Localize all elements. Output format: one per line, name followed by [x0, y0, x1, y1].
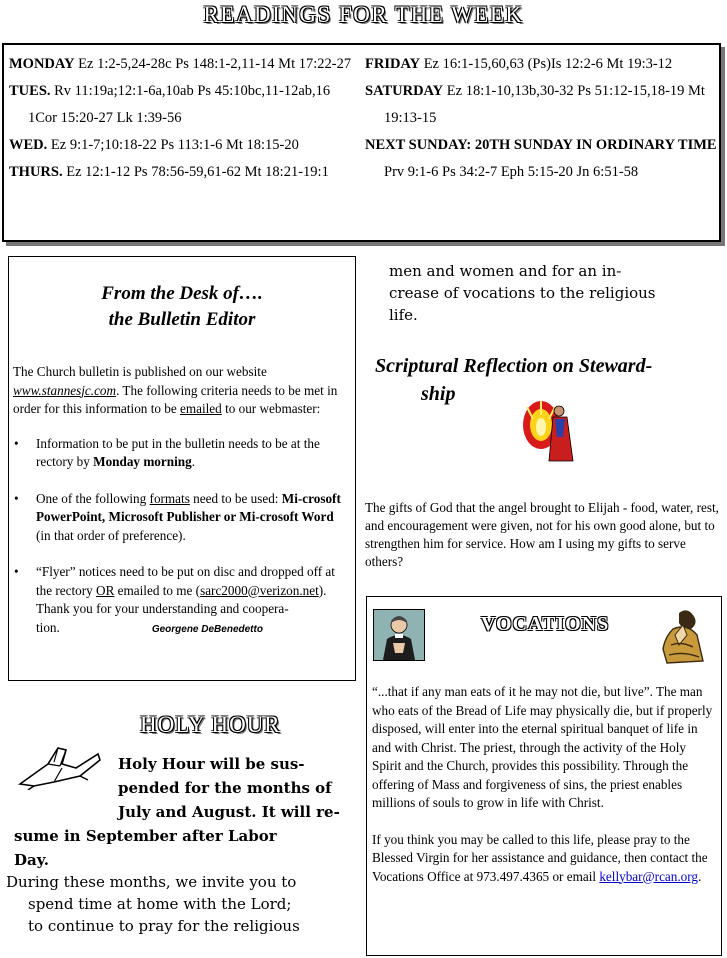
- vocations-box: [366, 596, 722, 956]
- holy-hour-continued: [389, 260, 709, 326]
- body-line: to continue to pray for the religious: [28, 917, 300, 935]
- readings-box: [2, 43, 721, 242]
- readings-left-column: [9, 51, 359, 186]
- reading-wednesday: [9, 132, 359, 159]
- reading-text: Ez 12:1-12 Ps 78:56-59,61-62 Mt 18:21-19:1: [62, 164, 329, 180]
- praying-figure-icon: [653, 605, 711, 665]
- holy-hour-notice: [14, 752, 348, 872]
- or-word: OR: [96, 582, 115, 598]
- intro-text: The Church bulletin is published on our website: [13, 364, 267, 379]
- reading-text: Ez 1:2-5,24-28c Ps 148:1-2,11-14 Mt 17:22-27: [74, 56, 352, 72]
- vocations-title: VOCATIONS: [481, 613, 610, 635]
- reading-text: Ez 9:1-7;10:18-22 Ps 113:1-6 Mt 18:15-20: [47, 137, 299, 153]
- angel-elijah-icon: [519, 397, 577, 463]
- reading-friday: [365, 51, 720, 78]
- continued-line: men and women and for an in-: [389, 262, 622, 280]
- intro-text: . The following criteria needs to be met in order for this information to be: [13, 382, 338, 416]
- continued-line: crease of vocations to the religious: [389, 284, 656, 302]
- list-item: [13, 563, 349, 639]
- reading-text: Ez 16:1-15,60,63 (Ps)Is 12:2-6 Mt 19:3-12: [420, 56, 673, 72]
- reading-saturday: [365, 78, 720, 132]
- deadline: Monday morning: [93, 454, 192, 469]
- editor-heading-line2: the Bulletin Editor: [108, 309, 256, 330]
- item-text: Information to be put in the bulletin needs to be at the rectory by: [36, 435, 320, 469]
- editor-criteria-list: [13, 435, 349, 640]
- item-text: need to be used:: [189, 490, 282, 506]
- reflection-body: The gifts of God that the angel brought to Elijah - food, water, rest, and encouragement were given, not for his own good alone, but to strengthen him for service. How am I using my gifts to serve others?: [365, 500, 719, 569]
- item-text: emailed to me (: [114, 582, 201, 598]
- notice-line: pended for the months of: [118, 779, 332, 797]
- continued-line: life.: [389, 306, 418, 324]
- reading-day: THURS.: [9, 164, 63, 180]
- notice-line: July and August. It will re-: [118, 803, 340, 821]
- list-item: [13, 435, 349, 472]
- item-text: .: [191, 454, 195, 469]
- reading-day: WED.: [9, 137, 48, 153]
- reading-tuesday: [9, 78, 359, 132]
- reading-thursday: [9, 159, 359, 186]
- software-list: Mi-crosoft PowerPoint, Microsoft Publisher or Mi-crosoft Word: [36, 490, 341, 524]
- editor-heading-line1: From the Desk of….: [101, 283, 263, 304]
- editor-email-link[interactable]: sarc2000@verizon.net: [200, 582, 319, 598]
- reading-day: MONDAY: [9, 56, 75, 72]
- vocations-body: [372, 683, 718, 886]
- item-text: (in that order of preference).: [36, 527, 186, 543]
- thanks-text: Thank you for your understanding and coopera-tion.: [36, 601, 289, 635]
- vocations-email-link[interactable]: kellybar@rcan.org: [599, 868, 699, 884]
- reading-text: Rv 11:19a;12:1-6a,10ab Ps 45:10bc,11-12ab,16 1Cor 15:20-27 Lk 1:39-56: [28, 83, 331, 126]
- editor-heading: [9, 281, 355, 333]
- intro-text: to our webmaster:: [221, 401, 321, 416]
- reading-monday: [9, 51, 359, 78]
- body-line: During these months, we invite you to: [6, 873, 297, 891]
- reading-text: Ez 18:1-10,13b,30-32 Ps 51:12-15,18-19 Mt 19:13-15: [384, 83, 705, 126]
- editor-signature: Georgene DeBenedetto: [151, 623, 263, 635]
- reading-day: TUES.: [9, 83, 51, 99]
- formats-word: formats: [149, 490, 190, 506]
- editor-intro: [13, 363, 347, 419]
- reflection-heading-line1: Scriptural Reflection on Steward-: [375, 355, 653, 377]
- editor-box: [8, 256, 356, 681]
- reading-day: FRIDAY: [365, 56, 421, 72]
- priest-icon: [373, 609, 425, 661]
- holy-hour-title: HOLY HOUR: [140, 712, 281, 737]
- reading-day: NEXT SUNDAY: 20TH SUNDAY IN ORDINARY TIME: [365, 137, 717, 153]
- vocations-contact: [372, 831, 718, 887]
- reading-next-sunday: [365, 132, 720, 186]
- body-line: spend time at home with the Lord;: [28, 895, 292, 913]
- item-text: One of the following: [36, 490, 150, 506]
- item-text: “Flyer” notices need to be put on disc and dropped off at the rectory: [36, 564, 335, 598]
- contact-text: If you think you may be called to this life, please pray to the Blessed Virgin for her assistance and guidance, then contact the Vocations Office at 973.497.4365 or email: [372, 831, 708, 884]
- vocations-quote: “...that if any man eats of it he may not die, but live”. The man who eats of the Bread of Life may physically die, but if properly disposed, will enter into the eternal spiritual banquet of life in and with Christ. The priest, through the activity of the Holy Spirit and the Church, provides this possibility. Through the offering of Mass and forgiveness of sins, the priest enables millions of souls to grow in life with Christ.: [372, 684, 713, 810]
- contact-text: .: [698, 868, 702, 884]
- page-title: READINGS FOR THE WEEK: [203, 2, 524, 27]
- reflection-heading-line2: ship: [421, 383, 456, 405]
- item-text: ).: [318, 582, 327, 598]
- reading-day: SATURDAY: [365, 83, 444, 99]
- notice-line: sume in September after Labor: [14, 827, 277, 845]
- emailed-word: emailed: [180, 401, 222, 416]
- reading-text: Prv 9:1-6 Ps 34:2-7 Eph 5:15-20 Jn 6:51-58: [384, 164, 639, 180]
- website-link[interactable]: www.stannesjc.com: [13, 382, 117, 398]
- holy-hour-body: [6, 871, 358, 937]
- readings-right-column: [365, 51, 720, 186]
- notice-line: Day.: [14, 851, 49, 869]
- notice-line: Holy Hour will be sus-: [118, 755, 305, 773]
- list-item: [13, 490, 349, 546]
